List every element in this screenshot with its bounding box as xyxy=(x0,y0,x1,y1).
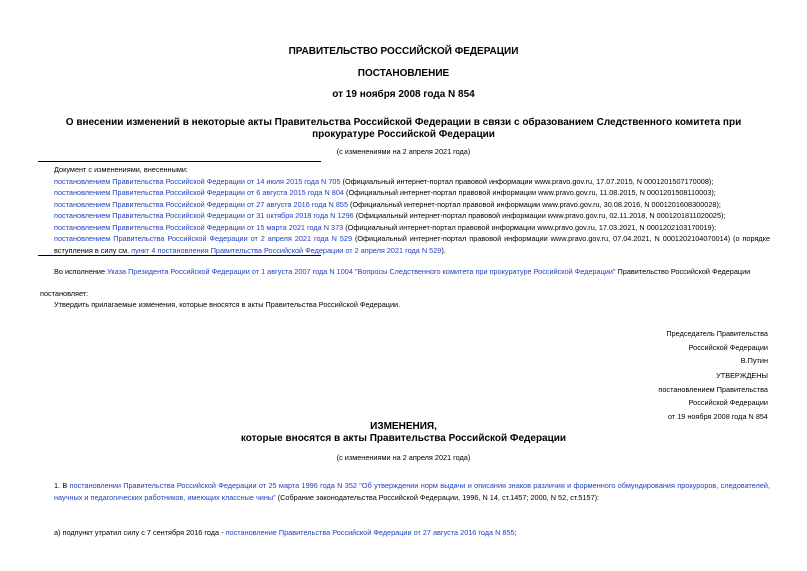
amendment-source: (Официальный интернет-портал правовой информации www.pravo.gov.ru, 17.07.2015, N 0001201507170008); xyxy=(340,176,714,186)
list-item xyxy=(54,199,770,211)
signature-position: Председатель Правительства xyxy=(666,329,768,338)
amendment-end: ). xyxy=(441,245,446,255)
changes-box xyxy=(54,164,770,256)
changes-title: ИЗМЕНЕНИЯ, xyxy=(370,421,437,432)
resolution-352-link[interactable]: постановлении Правительства Российской Федерации от 25 марта 1996 года N 352 "Об утверждении норм выдачи и описания знаков различия и форменного обмундирования прокуроров, следователей, научных и педагогических работников, имеющих классные чины" xyxy=(54,481,770,502)
preamble xyxy=(54,266,770,278)
signature-name: В.Путин xyxy=(740,356,768,365)
government-name: ПРАВИТЕЛЬСТВО РОССИЙСКОЙ ФЕДЕРАЦИИ xyxy=(288,46,519,57)
changes-bottom-rule xyxy=(38,255,321,256)
amendment-link[interactable]: постановлением Правительства Российской Федерации от 14 июля 2015 года N 705 xyxy=(54,176,341,186)
item-text: а) подпункт утратил силу с 7 сентября 2016 года - xyxy=(54,528,226,537)
amendment-link[interactable]: постановлением Правительства Российской Федерации от 2 апреля 2021 года N 529 xyxy=(54,234,353,243)
amendment-link[interactable]: постановлением Правительства Российской Федерации от 15 марта 2021 года N 373 xyxy=(54,222,344,232)
effective-date-link[interactable]: пункт 4 постановления Правительства Российской Федерации от 2 апреля 2021 года N 529 xyxy=(131,245,442,255)
list-item xyxy=(54,187,770,199)
amendment-link[interactable]: постановлением Правительства Российской Федерации от 31 октября 2018 года N 1296 xyxy=(54,211,354,220)
list-item xyxy=(54,176,770,188)
amendment-source: (Официальный интернет-портал правовой информации www.pravo.gov.ru, 11.08.2015, N 0001201508110003); xyxy=(343,188,716,197)
item-text: (Собрание законодательства Российской Федерации, 1996, N 14, ст.1457; 2000, N 52, ст.5157): xyxy=(275,492,600,502)
resolution-855-link[interactable]: постановление Правительства Российской Федерации от 27 августа 2016 года N 855 xyxy=(225,528,515,537)
approved-heading: УТВЕРЖДЕНЫ xyxy=(716,371,768,380)
item-text: 1. В xyxy=(54,481,70,490)
amendment-link[interactable]: постановлением Правительства Российской Федерации от 27 августа 2016 года N 855 xyxy=(54,199,349,209)
amendment-link[interactable]: постановлением Правительства Российской Федерации от 6 августа 2015 года N 804 xyxy=(54,188,344,197)
document-type: ПОСТАНОВЛЕНИЕ xyxy=(357,68,450,79)
amendment-note: (с изменениями на 2 апреля 2021 года) xyxy=(336,147,471,156)
preamble-text: Во исполнение xyxy=(54,267,108,276)
signature-block xyxy=(666,327,768,368)
amendment-source: (Официальный интернет-портал правовой информации www.pravo.gov.ru, 02.11.2018, N 0001201811020025); xyxy=(353,211,726,220)
list-item xyxy=(54,233,770,256)
change-item-a xyxy=(54,527,770,539)
amendment-source: (Официальный интернет-портал правовой информации www.pravo.gov.ru, 30.08.2016, N 0001201608300028); xyxy=(348,199,721,209)
approved-block xyxy=(658,369,768,423)
changes-intro: Документ с изменениями, внесенными: xyxy=(54,165,188,174)
list-item xyxy=(54,222,770,234)
changes-subtitle: которые вносятся в акты Правительства Российской Федерации xyxy=(240,433,567,444)
document-date-number: от 19 ноября 2008 года N 854 xyxy=(332,89,475,100)
signature-position: Российской Федерации xyxy=(688,342,768,352)
approve-clause: Утвердить прилагаемые изменения, которые вносятся в акты Правительства Российской Федерации. xyxy=(54,300,401,309)
item-text: ; xyxy=(514,528,517,537)
approved-line: Российской Федерации xyxy=(688,398,768,407)
preamble-text: Правительство Российской Федерации xyxy=(615,267,751,276)
amendment-source: (Официальный интернет-портал правовой информации www.pravo.gov.ru, 07.04.2021, N 0001202104070014) (о порядке вступления в силу см. xyxy=(54,234,771,255)
decides: постановляет: xyxy=(40,289,89,298)
approved-line: от 19 ноября 2008 года N 854 xyxy=(667,411,768,421)
changes-amendment-note: (с изменениями на 2 апреля 2021 года) xyxy=(336,453,471,462)
change-item-1 xyxy=(54,480,770,503)
presidential-decree-link[interactable]: Указа Президента Российской Федерации от 1 августа 2007 года N 1004 "Вопросы Следственного комитета при прокуратуре Российской Федерации" xyxy=(107,267,616,276)
changes-top-rule xyxy=(38,161,321,162)
approved-line: постановлением Правительства xyxy=(658,384,768,394)
amendment-source: (Официальный интернет-портал правовой информации www.pravo.gov.ru, 17.03.2021, N 0001202103170019); xyxy=(343,222,717,232)
list-item xyxy=(54,210,770,222)
document-title: О внесении изменений в некоторые акты Правительства Российской Федерации в связи с образованием Следственного комитета при прокуратуре Российской Федерации xyxy=(65,117,742,140)
